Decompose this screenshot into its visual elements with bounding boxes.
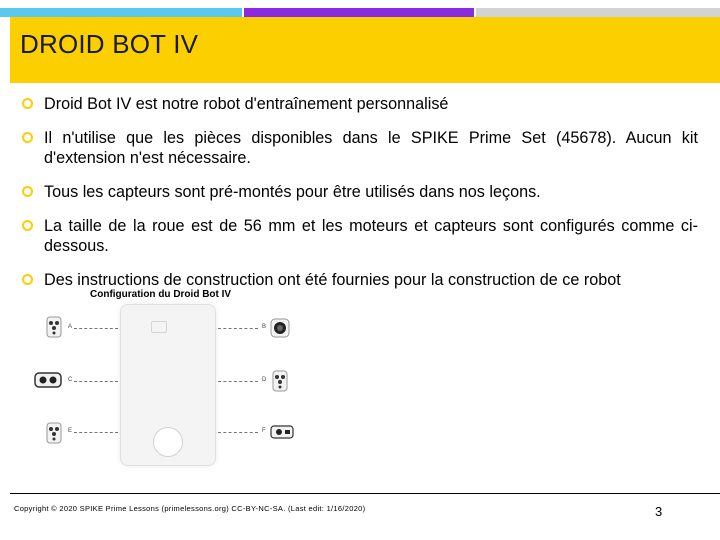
top-bar-gray bbox=[476, 8, 720, 17]
bullet-ring-icon bbox=[22, 132, 33, 143]
medium-motor-icon bbox=[270, 424, 294, 440]
bullet-item bbox=[22, 182, 698, 202]
top-bar-purple bbox=[244, 8, 474, 17]
bullet-text: Tous les capteurs sont pré-montés pour être utilisés dans nos leçons. bbox=[44, 183, 541, 201]
connector-line bbox=[218, 381, 258, 382]
bullet-text: Droid Bot IV est notre robot d'entraînement personnalisé bbox=[44, 95, 449, 113]
connector-line bbox=[74, 432, 118, 433]
bullet-item bbox=[22, 270, 698, 290]
port-label-a: A bbox=[68, 324, 73, 330]
footer-copyright: Copyright © 2020 SPIKE Prime Lessons (primelessons.org) CC-BY-NC-SA. (Last edit: 1/16/2020) bbox=[14, 504, 366, 513]
bullet-text: Des instructions de construction ont été fournies pour la construction de ce robot bbox=[44, 271, 621, 289]
hub-port-icon bbox=[151, 321, 167, 333]
port-label-f: F bbox=[262, 428, 266, 434]
bullet-text: La taille de la roue est de 56 mm et les moteurs et capteurs sont configurés comme ci-dessous. bbox=[44, 217, 698, 255]
title-band bbox=[10, 17, 720, 83]
bullet-item bbox=[22, 128, 698, 168]
bullet-ring-icon bbox=[22, 274, 33, 285]
bullet-ring-icon bbox=[22, 186, 33, 197]
bullet-ring-icon bbox=[22, 220, 33, 231]
connector-line bbox=[218, 328, 258, 329]
port-label-e: E bbox=[68, 428, 73, 434]
bullet-item bbox=[22, 94, 698, 114]
hub-center-button-icon bbox=[153, 427, 183, 457]
bullet-list bbox=[22, 94, 698, 304]
bullet-text: Il n'utilise que les pièces disponibles dans le SPIKE Prime Set (45678). Aucun kit d'extension n'est nécessaire. bbox=[44, 129, 698, 167]
color-sensor-icon bbox=[272, 370, 288, 392]
spike-hub bbox=[120, 304, 216, 466]
page-number: 3 bbox=[655, 504, 663, 519]
large-motor-icon bbox=[34, 372, 62, 388]
connector-line bbox=[74, 381, 118, 382]
connector-line bbox=[74, 328, 118, 329]
slide-title: DROID BOT IV bbox=[20, 29, 199, 59]
color-sensor-icon bbox=[46, 316, 62, 338]
robot-configuration-diagram bbox=[30, 300, 310, 470]
port-label-b: B bbox=[262, 324, 267, 330]
connector-line bbox=[218, 432, 258, 433]
bullet-item bbox=[22, 216, 698, 256]
bullet-ring-icon bbox=[22, 98, 33, 109]
diagram-caption: Configuration du Droid Bot IV bbox=[90, 289, 232, 300]
port-label-d: D bbox=[262, 377, 267, 383]
footer-divider bbox=[10, 493, 720, 494]
top-bar-blue bbox=[0, 8, 242, 17]
port-label-c: C bbox=[68, 377, 73, 383]
color-sensor-icon bbox=[46, 422, 62, 444]
distance-sensor-icon bbox=[270, 318, 290, 338]
